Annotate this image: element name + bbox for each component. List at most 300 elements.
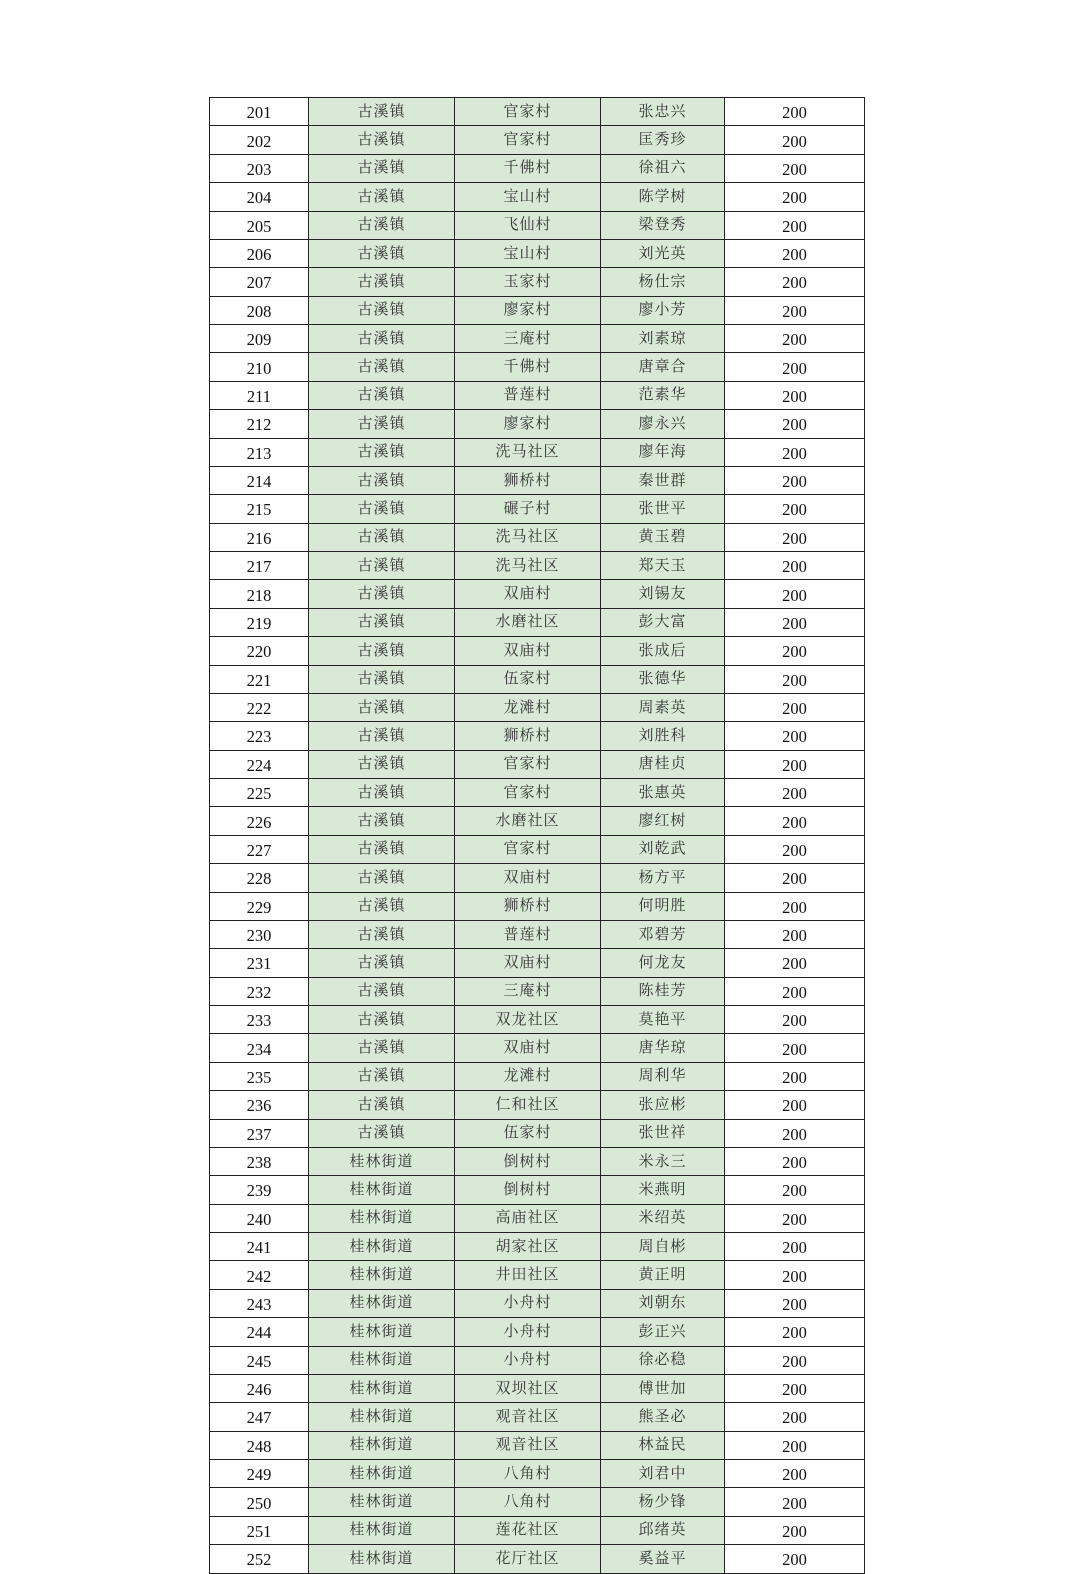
village-cell: 伍家村 [455, 1119, 601, 1147]
row-number-cell: 233 [210, 1006, 309, 1034]
amount-cell: 200 [725, 608, 865, 636]
row-number-cell: 220 [210, 637, 309, 665]
town-cell: 古溪镇 [309, 211, 455, 239]
village-cell: 洗马社区 [455, 438, 601, 466]
table-row [210, 381, 865, 409]
name-cell: 奚益平 [601, 1545, 725, 1573]
village-cell: 廖家村 [455, 296, 601, 324]
table-row [210, 1091, 865, 1119]
name-cell: 徐必稳 [601, 1346, 725, 1374]
name-cell: 邓碧芳 [601, 920, 725, 948]
table-row [210, 1147, 865, 1175]
row-number-cell: 218 [210, 580, 309, 608]
name-cell: 何明胜 [601, 892, 725, 920]
amount-cell: 200 [725, 183, 865, 211]
name-cell: 何龙友 [601, 949, 725, 977]
village-cell: 官家村 [455, 779, 601, 807]
village-cell: 倒树村 [455, 1147, 601, 1175]
name-cell: 刘君中 [601, 1460, 725, 1488]
row-number-cell: 213 [210, 438, 309, 466]
table-row [210, 353, 865, 381]
town-cell: 古溪镇 [309, 325, 455, 353]
name-cell: 陈桂芳 [601, 977, 725, 1005]
amount-cell: 200 [725, 1545, 865, 1573]
table-row [210, 1488, 865, 1516]
row-number-cell: 240 [210, 1204, 309, 1232]
town-cell: 桂林街道 [309, 1545, 455, 1573]
village-cell: 水磨社区 [455, 807, 601, 835]
village-cell: 千佛村 [455, 154, 601, 182]
amount-cell: 200 [725, 1289, 865, 1317]
name-cell: 刘锡友 [601, 580, 725, 608]
name-cell: 杨方平 [601, 864, 725, 892]
amount-cell: 200 [725, 977, 865, 1005]
table-row [210, 1119, 865, 1147]
row-number-cell: 246 [210, 1374, 309, 1402]
village-cell: 龙滩村 [455, 1062, 601, 1090]
amount-cell: 200 [725, 1488, 865, 1516]
village-cell: 三庵村 [455, 977, 601, 1005]
town-cell: 桂林街道 [309, 1147, 455, 1175]
table-row [210, 98, 865, 126]
table-row [210, 665, 865, 693]
town-cell: 古溪镇 [309, 410, 455, 438]
name-cell: 林益民 [601, 1431, 725, 1459]
name-cell: 范素华 [601, 381, 725, 409]
table-row [210, 1176, 865, 1204]
name-cell: 张忠兴 [601, 98, 725, 126]
name-cell: 黄玉碧 [601, 523, 725, 551]
amount-cell: 200 [725, 1034, 865, 1062]
village-cell: 水磨社区 [455, 608, 601, 636]
table-row [210, 523, 865, 551]
village-cell: 井田社区 [455, 1261, 601, 1289]
table-row [210, 466, 865, 494]
table-row [210, 1204, 865, 1232]
amount-cell: 200 [725, 807, 865, 835]
village-cell: 碾子村 [455, 495, 601, 523]
amount-cell: 200 [725, 1460, 865, 1488]
name-cell: 张世平 [601, 495, 725, 523]
village-cell: 龙滩村 [455, 693, 601, 721]
name-cell: 周素英 [601, 693, 725, 721]
amount-cell: 200 [725, 552, 865, 580]
amount-cell: 200 [725, 239, 865, 267]
row-number-cell: 239 [210, 1176, 309, 1204]
row-number-cell: 232 [210, 977, 309, 1005]
town-cell: 古溪镇 [309, 1034, 455, 1062]
row-number-cell: 230 [210, 920, 309, 948]
table-row [210, 807, 865, 835]
town-cell: 古溪镇 [309, 580, 455, 608]
table-row [210, 239, 865, 267]
village-cell: 双坝社区 [455, 1374, 601, 1402]
village-cell: 双庙村 [455, 1034, 601, 1062]
name-cell: 张惠英 [601, 779, 725, 807]
table-row [210, 637, 865, 665]
row-number-cell: 223 [210, 722, 309, 750]
town-cell: 古溪镇 [309, 608, 455, 636]
table-row [210, 211, 865, 239]
name-cell: 米永三 [601, 1147, 725, 1175]
table-row [210, 1346, 865, 1374]
town-cell: 古溪镇 [309, 637, 455, 665]
town-cell: 桂林街道 [309, 1233, 455, 1261]
name-cell: 邱绪英 [601, 1516, 725, 1544]
name-cell: 廖年海 [601, 438, 725, 466]
name-cell: 刘胜科 [601, 722, 725, 750]
amount-cell: 200 [725, 637, 865, 665]
row-number-cell: 234 [210, 1034, 309, 1062]
village-cell: 伍家村 [455, 665, 601, 693]
town-cell: 古溪镇 [309, 892, 455, 920]
amount-cell: 200 [725, 1119, 865, 1147]
town-cell: 古溪镇 [309, 1091, 455, 1119]
village-cell: 三庵村 [455, 325, 601, 353]
amount-cell: 200 [725, 1062, 865, 1090]
name-cell: 彭大富 [601, 608, 725, 636]
name-cell: 秦世群 [601, 466, 725, 494]
name-cell: 莫艳平 [601, 1006, 725, 1034]
table-row [210, 325, 865, 353]
town-cell: 桂林街道 [309, 1346, 455, 1374]
name-cell: 米燕明 [601, 1176, 725, 1204]
table-row [210, 1374, 865, 1402]
village-cell: 双庙村 [455, 637, 601, 665]
row-number-cell: 248 [210, 1431, 309, 1459]
row-number-cell: 251 [210, 1516, 309, 1544]
row-number-cell: 212 [210, 410, 309, 438]
table-row [210, 892, 865, 920]
row-number-cell: 247 [210, 1403, 309, 1431]
table-row [210, 1233, 865, 1261]
village-cell: 狮桥村 [455, 892, 601, 920]
table-row [210, 552, 865, 580]
village-cell: 双庙村 [455, 580, 601, 608]
row-number-cell: 236 [210, 1091, 309, 1119]
row-number-cell: 224 [210, 750, 309, 778]
name-cell: 梁登秀 [601, 211, 725, 239]
table-row [210, 154, 865, 182]
row-number-cell: 226 [210, 807, 309, 835]
row-number-cell: 250 [210, 1488, 309, 1516]
amount-cell: 200 [725, 126, 865, 154]
amount-cell: 200 [725, 949, 865, 977]
town-cell: 古溪镇 [309, 523, 455, 551]
village-cell: 宝山村 [455, 239, 601, 267]
row-number-cell: 228 [210, 864, 309, 892]
village-cell: 狮桥村 [455, 722, 601, 750]
row-number-cell: 215 [210, 495, 309, 523]
amount-cell: 200 [725, 1147, 865, 1175]
village-cell: 观音社区 [455, 1403, 601, 1431]
village-cell: 莲花社区 [455, 1516, 601, 1544]
row-number-cell: 249 [210, 1460, 309, 1488]
amount-cell: 200 [725, 268, 865, 296]
table-row [210, 1318, 865, 1346]
name-cell: 徐祖六 [601, 154, 725, 182]
amount-cell: 200 [725, 1318, 865, 1346]
row-number-cell: 209 [210, 325, 309, 353]
amount-cell: 200 [725, 1006, 865, 1034]
table-row [210, 1431, 865, 1459]
amount-cell: 200 [725, 1346, 865, 1374]
town-cell: 古溪镇 [309, 154, 455, 182]
name-cell: 唐章合 [601, 353, 725, 381]
town-cell: 古溪镇 [309, 495, 455, 523]
name-cell: 陈学树 [601, 183, 725, 211]
amount-cell: 200 [725, 381, 865, 409]
name-cell: 张世祥 [601, 1119, 725, 1147]
row-number-cell: 214 [210, 466, 309, 494]
village-cell: 官家村 [455, 750, 601, 778]
amount-cell: 200 [725, 1403, 865, 1431]
name-cell: 廖永兴 [601, 410, 725, 438]
town-cell: 古溪镇 [309, 268, 455, 296]
row-number-cell: 242 [210, 1261, 309, 1289]
row-number-cell: 221 [210, 665, 309, 693]
town-cell: 古溪镇 [309, 977, 455, 1005]
amount-cell: 200 [725, 1516, 865, 1544]
row-number-cell: 204 [210, 183, 309, 211]
village-cell: 洗马社区 [455, 523, 601, 551]
village-cell: 观音社区 [455, 1431, 601, 1459]
village-cell: 普莲村 [455, 381, 601, 409]
village-cell: 双庙村 [455, 864, 601, 892]
name-cell: 黄正明 [601, 1261, 725, 1289]
table-row [210, 977, 865, 1005]
town-cell: 古溪镇 [309, 466, 455, 494]
row-number-cell: 211 [210, 381, 309, 409]
row-number-cell: 244 [210, 1318, 309, 1346]
amount-cell: 200 [725, 722, 865, 750]
row-number-cell: 243 [210, 1289, 309, 1317]
row-number-cell: 238 [210, 1147, 309, 1175]
row-number-cell: 202 [210, 126, 309, 154]
village-cell: 飞仙村 [455, 211, 601, 239]
town-cell: 桂林街道 [309, 1374, 455, 1402]
amount-cell: 200 [725, 523, 865, 551]
village-cell: 官家村 [455, 126, 601, 154]
name-cell: 匡秀珍 [601, 126, 725, 154]
village-cell: 高庙社区 [455, 1204, 601, 1232]
amount-cell: 200 [725, 920, 865, 948]
table-body [210, 98, 865, 1574]
name-cell: 熊圣必 [601, 1403, 725, 1431]
table-row [210, 296, 865, 324]
table-row [210, 268, 865, 296]
table-row [210, 1403, 865, 1431]
table-row [210, 835, 865, 863]
town-cell: 古溪镇 [309, 239, 455, 267]
row-number-cell: 231 [210, 949, 309, 977]
table-row [210, 580, 865, 608]
town-cell: 古溪镇 [309, 126, 455, 154]
table-row [210, 779, 865, 807]
name-cell: 张德华 [601, 665, 725, 693]
amount-cell: 200 [725, 98, 865, 126]
row-number-cell: 229 [210, 892, 309, 920]
amount-cell: 200 [725, 1261, 865, 1289]
village-cell: 八角村 [455, 1488, 601, 1516]
village-cell: 普莲村 [455, 920, 601, 948]
village-cell: 小舟村 [455, 1346, 601, 1374]
row-number-cell: 207 [210, 268, 309, 296]
town-cell: 古溪镇 [309, 807, 455, 835]
town-cell: 古溪镇 [309, 552, 455, 580]
village-cell: 花厅社区 [455, 1545, 601, 1573]
name-cell: 廖红树 [601, 807, 725, 835]
name-cell: 周自彬 [601, 1233, 725, 1261]
village-cell: 仁和社区 [455, 1091, 601, 1119]
row-number-cell: 222 [210, 693, 309, 721]
row-number-cell: 225 [210, 779, 309, 807]
village-cell: 小舟村 [455, 1289, 601, 1317]
village-cell: 八角村 [455, 1460, 601, 1488]
row-number-cell: 241 [210, 1233, 309, 1261]
table-row [210, 1289, 865, 1317]
town-cell: 古溪镇 [309, 1119, 455, 1147]
town-cell: 桂林街道 [309, 1403, 455, 1431]
amount-cell: 200 [725, 154, 865, 182]
table-row [210, 920, 865, 948]
town-cell: 古溪镇 [309, 1062, 455, 1090]
amount-cell: 200 [725, 1176, 865, 1204]
table-row [210, 183, 865, 211]
name-cell: 唐桂贞 [601, 750, 725, 778]
town-cell: 古溪镇 [309, 835, 455, 863]
amount-cell: 200 [725, 296, 865, 324]
table-row [210, 1062, 865, 1090]
town-cell: 桂林街道 [309, 1204, 455, 1232]
village-cell: 官家村 [455, 98, 601, 126]
table-row [210, 1034, 865, 1062]
amount-cell: 200 [725, 892, 865, 920]
row-number-cell: 210 [210, 353, 309, 381]
amount-cell: 200 [725, 466, 865, 494]
table-row [210, 750, 865, 778]
table-row [210, 1516, 865, 1544]
row-number-cell: 219 [210, 608, 309, 636]
row-number-cell: 205 [210, 211, 309, 239]
amount-cell: 200 [725, 495, 865, 523]
name-cell: 张应彬 [601, 1091, 725, 1119]
name-cell: 刘光英 [601, 239, 725, 267]
village-cell: 胡家社区 [455, 1233, 601, 1261]
row-number-cell: 201 [210, 98, 309, 126]
amount-cell: 200 [725, 779, 865, 807]
table-row [210, 1261, 865, 1289]
table-row [210, 1006, 865, 1034]
name-cell: 刘乾武 [601, 835, 725, 863]
village-cell: 倒树村 [455, 1176, 601, 1204]
name-cell: 杨少锋 [601, 1488, 725, 1516]
amount-cell: 200 [725, 693, 865, 721]
village-cell: 廖家村 [455, 410, 601, 438]
amount-cell: 200 [725, 864, 865, 892]
table-row [210, 608, 865, 636]
table-row [210, 949, 865, 977]
table-row [210, 1460, 865, 1488]
amount-cell: 200 [725, 1374, 865, 1402]
amount-cell: 200 [725, 438, 865, 466]
town-cell: 桂林街道 [309, 1431, 455, 1459]
town-cell: 古溪镇 [309, 1006, 455, 1034]
subsidy-list-table [209, 97, 865, 1574]
amount-cell: 200 [725, 410, 865, 438]
amount-cell: 200 [725, 1204, 865, 1232]
row-number-cell: 252 [210, 1545, 309, 1573]
amount-cell: 200 [725, 580, 865, 608]
village-cell: 小舟村 [455, 1318, 601, 1346]
amount-cell: 200 [725, 1233, 865, 1261]
row-number-cell: 237 [210, 1119, 309, 1147]
town-cell: 古溪镇 [309, 183, 455, 211]
row-number-cell: 235 [210, 1062, 309, 1090]
name-cell: 张成后 [601, 637, 725, 665]
name-cell: 刘素琼 [601, 325, 725, 353]
amount-cell: 200 [725, 325, 865, 353]
table-row [210, 864, 865, 892]
town-cell: 古溪镇 [309, 864, 455, 892]
row-number-cell: 208 [210, 296, 309, 324]
town-cell: 古溪镇 [309, 920, 455, 948]
name-cell: 彭正兴 [601, 1318, 725, 1346]
table-row [210, 693, 865, 721]
row-number-cell: 245 [210, 1346, 309, 1374]
village-cell: 千佛村 [455, 353, 601, 381]
village-cell: 洗马社区 [455, 552, 601, 580]
village-cell: 玉家村 [455, 268, 601, 296]
amount-cell: 200 [725, 665, 865, 693]
town-cell: 古溪镇 [309, 949, 455, 977]
village-cell: 双龙社区 [455, 1006, 601, 1034]
table-row [210, 438, 865, 466]
village-cell: 官家村 [455, 835, 601, 863]
name-cell: 傅世加 [601, 1374, 725, 1402]
row-number-cell: 217 [210, 552, 309, 580]
town-cell: 桂林街道 [309, 1176, 455, 1204]
town-cell: 古溪镇 [309, 779, 455, 807]
row-number-cell: 227 [210, 835, 309, 863]
row-number-cell: 206 [210, 239, 309, 267]
name-cell: 米绍英 [601, 1204, 725, 1232]
town-cell: 桂林街道 [309, 1460, 455, 1488]
town-cell: 古溪镇 [309, 438, 455, 466]
amount-cell: 200 [725, 1431, 865, 1459]
amount-cell: 200 [725, 835, 865, 863]
town-cell: 古溪镇 [309, 296, 455, 324]
town-cell: 古溪镇 [309, 665, 455, 693]
name-cell: 刘朝东 [601, 1289, 725, 1317]
town-cell: 古溪镇 [309, 750, 455, 778]
name-cell: 杨仕宗 [601, 268, 725, 296]
town-cell: 桂林街道 [309, 1488, 455, 1516]
name-cell: 郑天玉 [601, 552, 725, 580]
table-row [210, 410, 865, 438]
table-row [210, 722, 865, 750]
town-cell: 古溪镇 [309, 693, 455, 721]
village-cell: 双庙村 [455, 949, 601, 977]
amount-cell: 200 [725, 211, 865, 239]
village-cell: 狮桥村 [455, 466, 601, 494]
town-cell: 古溪镇 [309, 98, 455, 126]
table-row [210, 126, 865, 154]
name-cell: 唐华琼 [601, 1034, 725, 1062]
town-cell: 古溪镇 [309, 353, 455, 381]
town-cell: 桂林街道 [309, 1318, 455, 1346]
name-cell: 廖小芳 [601, 296, 725, 324]
